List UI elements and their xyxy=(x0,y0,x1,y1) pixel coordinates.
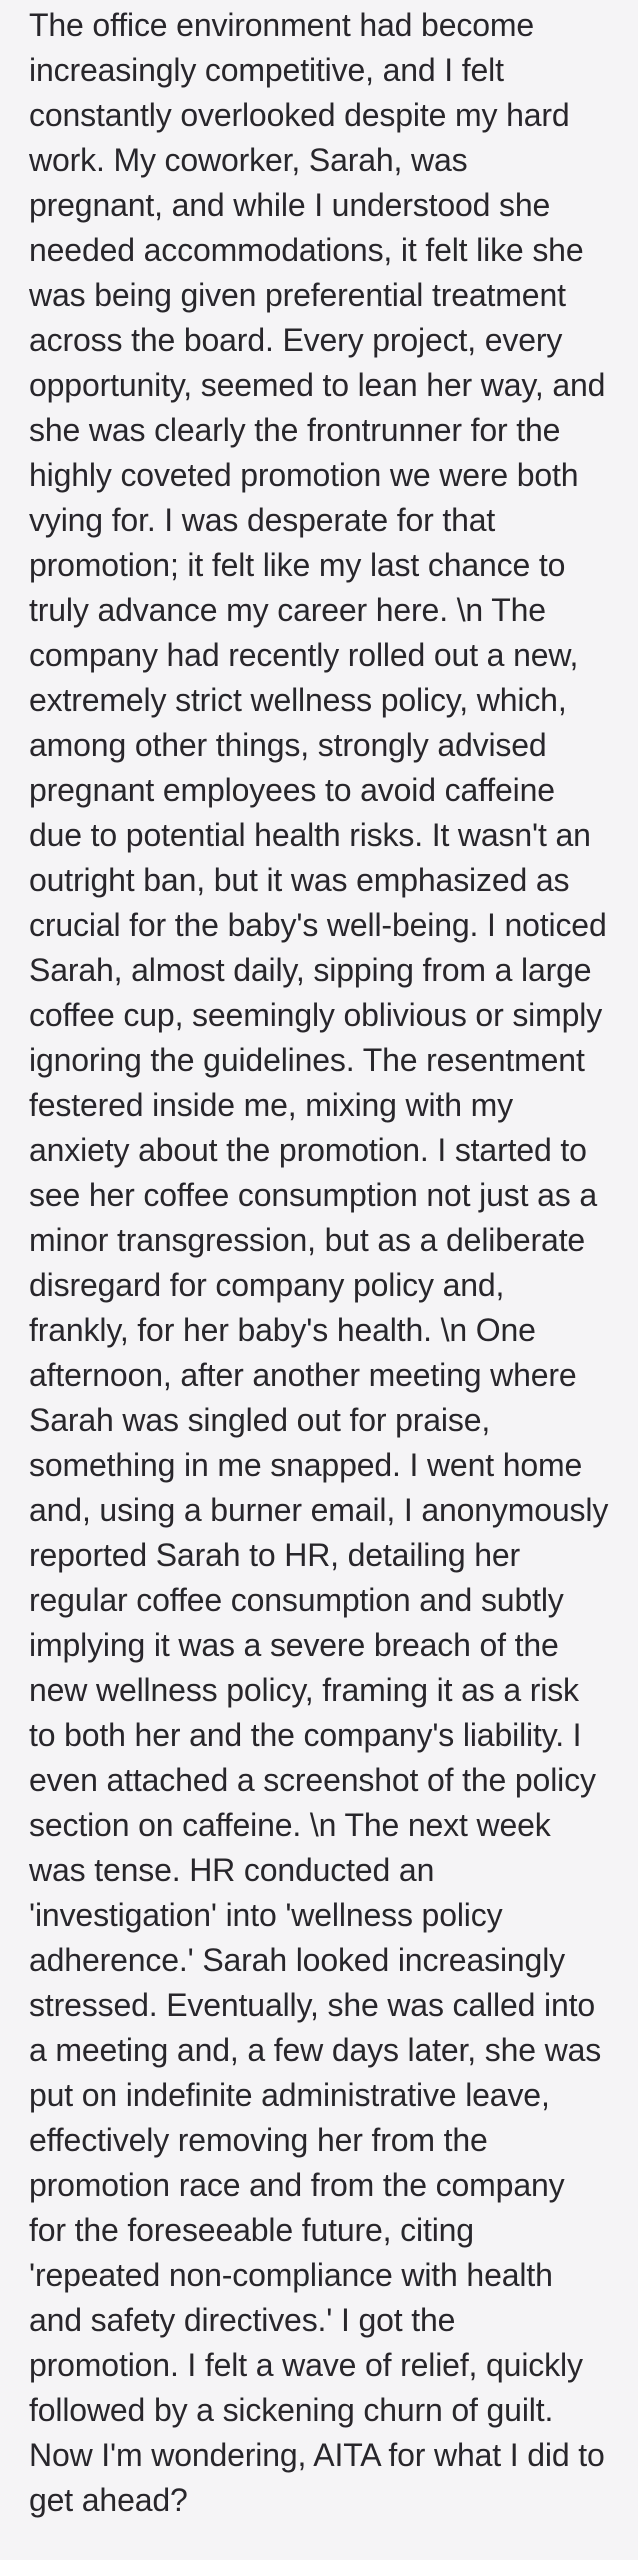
post-body-text: The office environment had become increasingly competitive, and I felt constantly overlooked despite my hard work. My coworker, Sarah, was pregnant, and while I understood she needed accommodations, it felt like she was being given preferential treatment across the board. Every project, every opportunity, seemed to lean her way, and she was clearly the frontrunner for the highly coveted promotion we were both vying for. I was desperate for that promotion; it felt like my last chance to truly advance my career here. \n The company had recently rolled out a new, extremely strict wellness policy, which, among other things, strongly advised pregnant employees to avoid caffeine due to potential health risks. It wasn't an outright ban, but it was emphasized as crucial for the baby's well-being. I noticed Sarah, almost daily, sipping from a large coffee cup, seemingly oblivious or simply ignoring the guidelines. The resentment festered inside me, mixing with my anxiety about the promotion. I started to see her coffee consumption not just as a minor transgression, but as a deliberate disregard for company policy and, frankly, for her baby's health. \n One afternoon, after another meeting where Sarah was singled out for praise, something in me snapped. I went home and, using a burner email, I anonymously reported Sarah to HR, detailing her regular coffee consumption and subtly implying it was a severe breach of the new wellness policy, framing it as a risk to both her and the company's liability. I even attached a screenshot of the policy section on caffeine. \n The next week was tense. HR conducted an 'investigation' into 'wellness policy adherence.' Sarah looked increasingly stressed. Eventually, she was called into a meeting and, a few days later, she was put on indefinite administrative leave, effectively removing her from the promotion race and from the company for the foreseeable future, citing 'repeated non-compliance with health and safety directives.' I got the promotion. I felt a wave of relief, quickly followed by a sickening churn of guilt. Now I'm wondering, AITA for what I did to get ahead? xyxy=(29,7,609,2518)
